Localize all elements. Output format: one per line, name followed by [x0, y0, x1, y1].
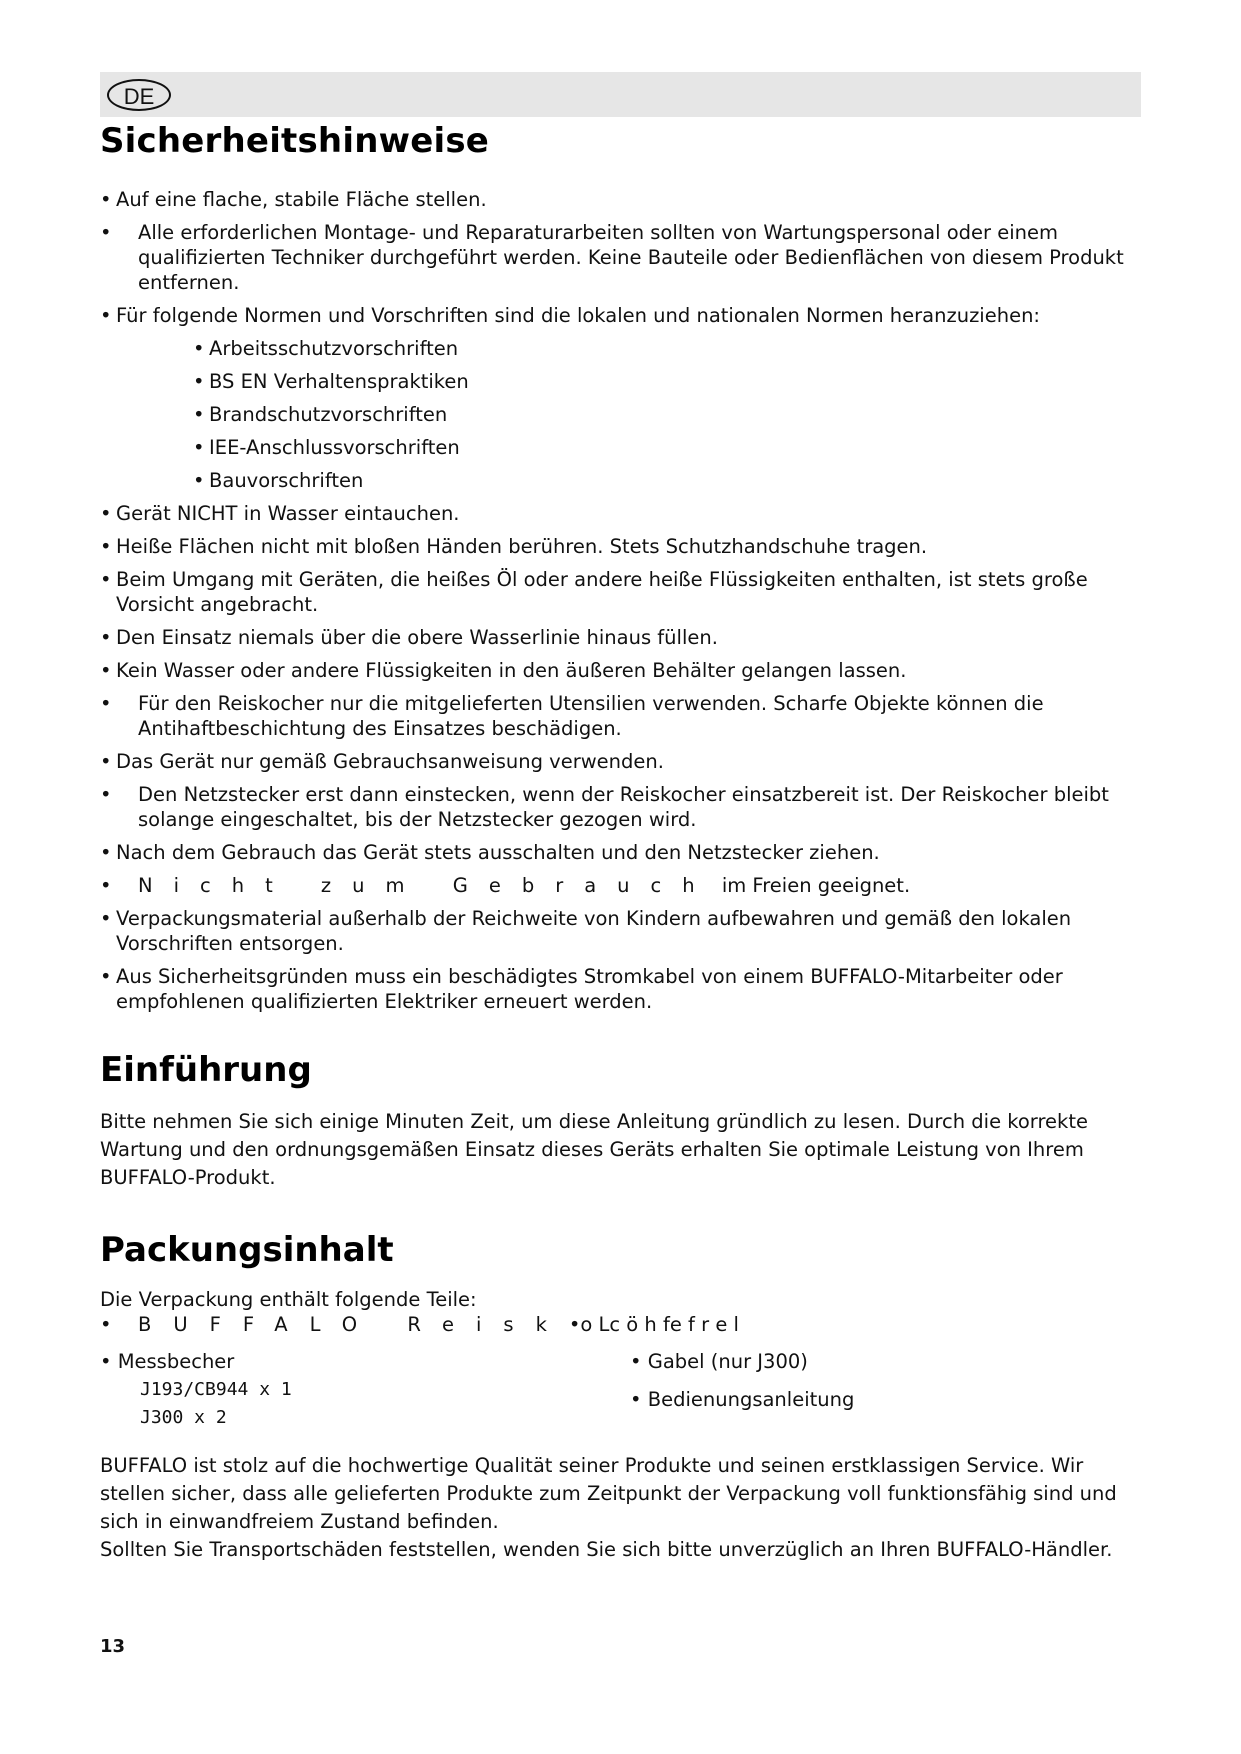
- safety-title: Sicherheitshinweise: [100, 121, 490, 161]
- bullet-icon: •: [100, 659, 112, 682]
- intro-text: Bitte nehmen Sie sich einige Minuten Zeit, um diese Anleitung gründlich zu lesen. Durch die korrekte Wartung und den ordnungsgemäßen Einsatz dieses Geräts erhalten Sie optimale Leistung von Ihrem BUFFALO-Produkt.: [100, 1110, 1088, 1189]
- damage-text: Sollten Sie Transportschäden feststellen, wenden Sie sich bitte unverzüglich an Ihren BUFFALO-Händler.: [100, 1538, 1113, 1561]
- bullet-icon: •: [100, 874, 112, 897]
- bullet-icon: •: [100, 626, 112, 649]
- bullet-icon: •: [100, 965, 112, 988]
- list-item: • Den Netzstecker erst dann einstecken, wenn der Reiskocher einsatzbereit ist. Der Reiskocher bleibt solange eingeschaltet, bis der Netzstecker gezogen wird.: [100, 783, 1109, 831]
- header-bar: [100, 72, 1141, 117]
- list-item: • Für folgende Normen und Vorschriften sind die lokalen und nationalen Normen heranzuziehen: • Arbeitsschutzvorschriften • BS EN Verhaltenspraktiken • Brandschutzvorschriften • IEE-Anschlussvorschriften • Bauvorschriften: [100, 303, 1145, 493]
- list-item: • Den Einsatz niemals über die obere Wasserlinie hinaus füllen.: [100, 626, 718, 649]
- bullet-icon: •: [100, 535, 112, 558]
- bullet-icon: •: [100, 304, 112, 327]
- bullet-icon: •: [193, 370, 205, 393]
- list-item: • Bauvorschriften: [193, 469, 364, 492]
- list-item: • Gabel (nur J300): [630, 1350, 808, 1373]
- list-item: • Brandschutzvorschriften: [193, 403, 448, 426]
- bullet-icon: •: [100, 841, 112, 864]
- list-item: • Beim Umgang mit Geräten, die heißes Öl oder andere heiße Flüssigkeiten enthalten, ist stets große Vorsicht angebracht.: [100, 568, 1088, 616]
- bullet-icon: •: [100, 568, 112, 591]
- list-item: • Kein Wasser oder andere Flüssigkeiten in den äußeren Behälter gelangen lassen.: [100, 659, 907, 682]
- list-item: • Aus Sicherheitsgründen muss ein beschädigtes Stromkabel von einem BUFFALO-Mitarbeiter oder empfohlenen qualifizierten Elektriker erneuert werden.: [100, 965, 1063, 1013]
- cup-variant: J300 x 2: [140, 1407, 227, 1428]
- bullet-icon: •: [100, 221, 112, 244]
- list-item: • Heiße Flächen nicht mit bloßen Händen berühren. Stets Schutzhandschuhe tragen.: [100, 535, 928, 558]
- intro-title: Einführung: [100, 1050, 312, 1090]
- bullet-icon: •: [100, 1313, 112, 1336]
- list-item: • Für den Reiskocher nur die mitgelieferten Utensilien verwenden. Scharfe Objekte können die Antihaftbeschichtung des Einsatzes beschädigen.: [100, 692, 1044, 740]
- bullet-icon: •: [193, 469, 205, 492]
- list-item: • Auf eine flache, stabile Fläche stellen.: [100, 188, 487, 211]
- list-item: • IEE-Anschlussvorschriften: [193, 436, 460, 459]
- bullet-icon: •: [100, 783, 112, 806]
- bullet-icon: •: [193, 436, 205, 459]
- package-items: [100, 1348, 1145, 1432]
- bullet-icon: •: [193, 403, 205, 426]
- list-item: • Arbeitsschutzvorschriften: [193, 337, 459, 360]
- list-item: • Nach dem Gebrauch das Gerät stets ausschalten und den Netzstecker ziehen.: [100, 841, 880, 864]
- package-left-column: [100, 1348, 630, 1432]
- cup-variant: J193/CB944 x 1: [140, 1379, 292, 1400]
- list-item: • Das Gerät nur gemäß Gebrauchsanweisung verwenden.: [100, 750, 664, 773]
- standards-sublist: [116, 336, 1145, 493]
- safety-list: [100, 187, 1145, 1014]
- list-item: • BS EN Verhaltenspraktiken: [193, 370, 469, 393]
- page-number: 13: [100, 1636, 126, 1657]
- list-item: • Alle erforderlichen Montage- und Reparaturarbeiten sollten von Wartungspersonal oder einem qualifizierten Techniker durchgeführt werden. Keine Bauteile oder Bedienflächen von diesem Produkt entfernen.: [100, 221, 1124, 294]
- bullet-icon: •: [100, 692, 112, 715]
- bullet-icon: •: [100, 907, 112, 930]
- list-item: • Verpackungsmaterial außerhalb der Reichweite von Kindern aufbewahren und gemäß den lokalen Vorschriften entsorgen.: [100, 907, 1072, 955]
- bullet-icon: •: [100, 502, 112, 525]
- list-item: • Messbecher: [100, 1350, 235, 1373]
- list-item: • Nicht zum Gebrauch im Freien geeignet.: [100, 874, 911, 897]
- language-badge: DE: [107, 79, 171, 111]
- page-content: [100, 115, 1145, 1564]
- bullet-icon: •: [100, 750, 112, 773]
- list-item: • Bedienungsanleitung: [630, 1388, 855, 1411]
- package-cooker-line: • BUFFALO Reisk•o Lc ö h fe f r e l: [100, 1313, 739, 1336]
- package-lead: Die Verpackung enthält folgende Teile:: [100, 1288, 477, 1311]
- package-title: Packungsinhalt: [100, 1230, 394, 1270]
- quality-text: BUFFALO ist stolz auf die hochwertige Qualität seiner Produkte und seinen erstklassigen Service. Wir stellen sicher, dass alle gelieferten Produkte zum Zeitpunkt der Verpackung voll funktionsfähig sind und sich in einwandfreiem Zustand befinden.: [100, 1454, 1117, 1533]
- list-item: • Gerät NICHT in Wasser eintauchen.: [100, 502, 460, 525]
- package-right-column: [630, 1348, 854, 1432]
- bullet-icon: •: [193, 337, 205, 360]
- bullet-icon: •: [100, 188, 112, 211]
